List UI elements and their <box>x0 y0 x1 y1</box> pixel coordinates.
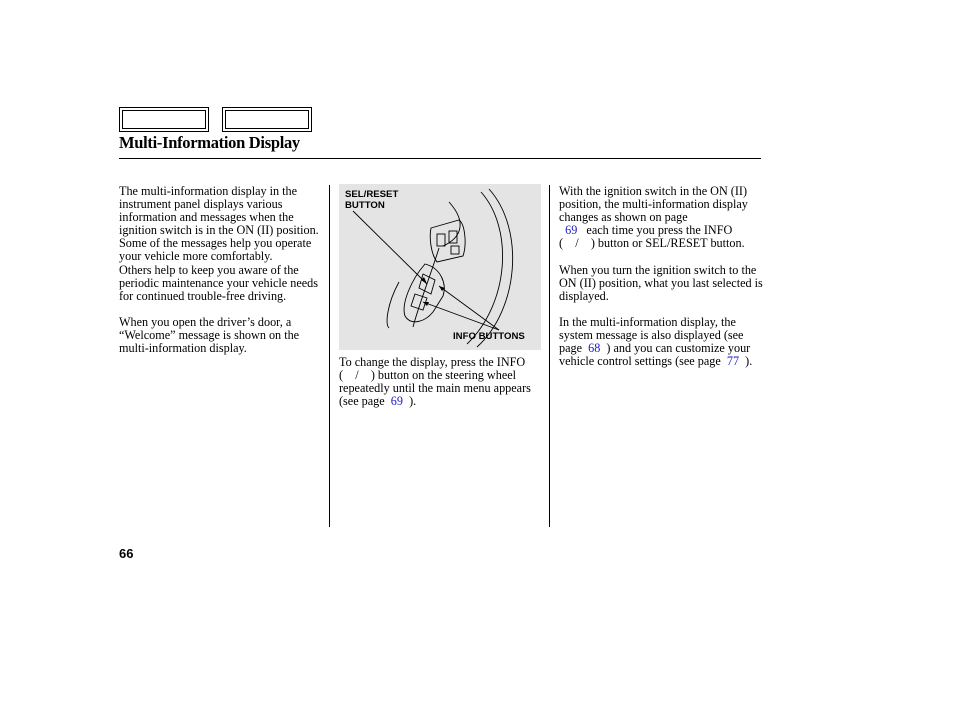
page-ref-68[interactable]: 68 <box>588 341 601 356</box>
column-left <box>119 185 325 355</box>
page-ref-77[interactable]: 77 <box>726 354 740 369</box>
sel-reset-button-label: SEL/RESET BUTTON <box>345 189 399 211</box>
welcome-paragraph: When you open the driver’s door, a “Welcome” message is shown on the multi-information display. <box>119 314 300 356</box>
last-selected-paragraph: When you turn the ignition switch to the ON (II) position, what you last selected is displayed. <box>559 262 763 303</box>
header-tab-box-1 <box>119 107 209 132</box>
info-buttons-label: INFO BUTTONS <box>453 331 525 342</box>
column-divider-1 <box>329 185 330 527</box>
page-ref-69-b[interactable]: 69 <box>565 223 578 238</box>
header-tab-box-2 <box>222 107 312 132</box>
page-number: 66 <box>119 546 134 561</box>
system-message-paragraph: In the multi-information display, the system message is also displayed (see page 68 ) and you can customize your vehicle control settings (see page 77 ). <box>559 314 753 369</box>
intro-paragraph: The multi-information display in the instrument panel displays various information and messages when the ignition switch is in the ON (II) position. Some of the messages help you operate your vehicle more comfortably. <box>119 184 319 264</box>
steering-wheel-illustration <box>339 184 541 350</box>
maintenance-paragraph: Others help to keep you aware of the periodic maintenance your vehicle needs for continued trouble-free driving. <box>119 262 318 303</box>
column-divider-2 <box>549 185 550 527</box>
change-display-paragraph: To change the display, press the INFO ( / ) button on the steering wheel repeatedly until the main menu appears (see page 69 ). <box>339 355 531 409</box>
title-rule <box>119 158 761 159</box>
page-ref-69[interactable]: 69 <box>390 394 403 409</box>
column-middle <box>339 356 545 408</box>
page-title: Multi-Information Display <box>119 133 300 152</box>
column-right <box>559 185 765 368</box>
ignition-paragraph: With the ignition switch in the ON (II) position, the multi-information display changes as shown on page 69 each time you press the INFO ( / ) button or SEL/RESET button. <box>559 184 748 251</box>
